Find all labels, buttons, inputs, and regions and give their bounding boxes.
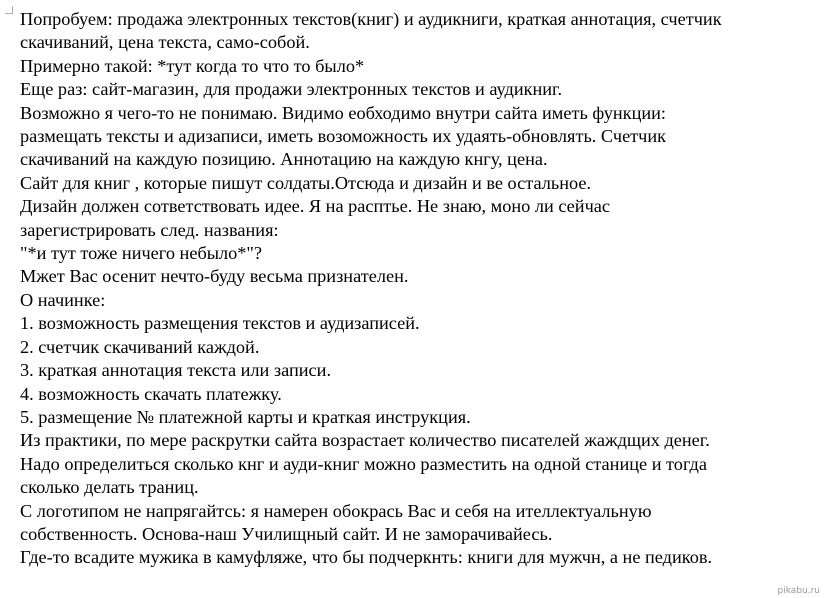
list-item: 4. возможность скачать платежку. (20, 383, 282, 404)
text-line: Попробуем: продажа электронных текстов(книг) и аудикниги, краткая аннотация, счетчик (20, 9, 722, 29)
list-item: 2. счетчик скачиваний каждой. (20, 336, 260, 357)
text-line: Надо определиться сколько кнг и ауди-книг можно разместить на одной станице и тогда (20, 453, 707, 474)
text-line: Сайт для книг , которые пишут солдаты.Отсюда и дизайн и ве остальное. (20, 172, 592, 193)
text-line: зарегистрировать след. названия: (20, 219, 279, 240)
list-item: 1. возможность размещения текстов и аудизаписей. (20, 313, 420, 334)
list-item: 5. размещение № платежной карты и краткая инструкция. (20, 406, 471, 427)
text-line: О начинке: (20, 289, 106, 310)
page-corner-mark (5, 6, 13, 14)
text-line: собственность. Основа-наш Училищный сайт. И не заморачивайесь. (20, 523, 553, 544)
text-line: скачиваний на каждую позицию. Аннотацию на каждую кнгу, цена. (20, 149, 548, 170)
text-line: Еще раз: сайт-магазин, для продажи электронных текстов и аудикниг. (20, 79, 563, 100)
text-line: Примерно такой: *тут когда то что то было* (20, 55, 365, 76)
text-line: размещать тексты и адизаписи, иметь возоможность их удаять-обновлять. Счетчик (20, 126, 667, 147)
text-line: "*и тут тоже ничего небыло*"? (20, 243, 263, 264)
text-line: С логотипом не напрягайтсь: я намерен обокрась Вас и себя на ителлектуальную (20, 500, 652, 521)
text-line: скачиваний, цена текста, само-собой. (20, 32, 310, 53)
list-item: 3. краткая аннотация текста или записи. (20, 360, 332, 381)
text-line: Мжет Вас осенит нечто-буду весьма признателен. (20, 266, 409, 287)
text-line: Из практики, по мере раскрутки сайта возрастает количество писателей жаждщих денег. (20, 430, 710, 451)
text-line: Дизайн должен сответствовать идее. Я на расптье. Не знаю, моно ли сейчас (20, 196, 610, 217)
text-line: Где-то всадите мужика в камуфляже, что бы подчеркнть: книги для мужчн, а не педиков. (20, 547, 713, 568)
text-line: Возможно я чего-то не понимаю. Видимо еобходимо внутри сайта иметь функции: (20, 102, 667, 123)
watermark: pikabu.ru (777, 586, 820, 596)
text-line: сколько делать траниц. (20, 477, 199, 498)
